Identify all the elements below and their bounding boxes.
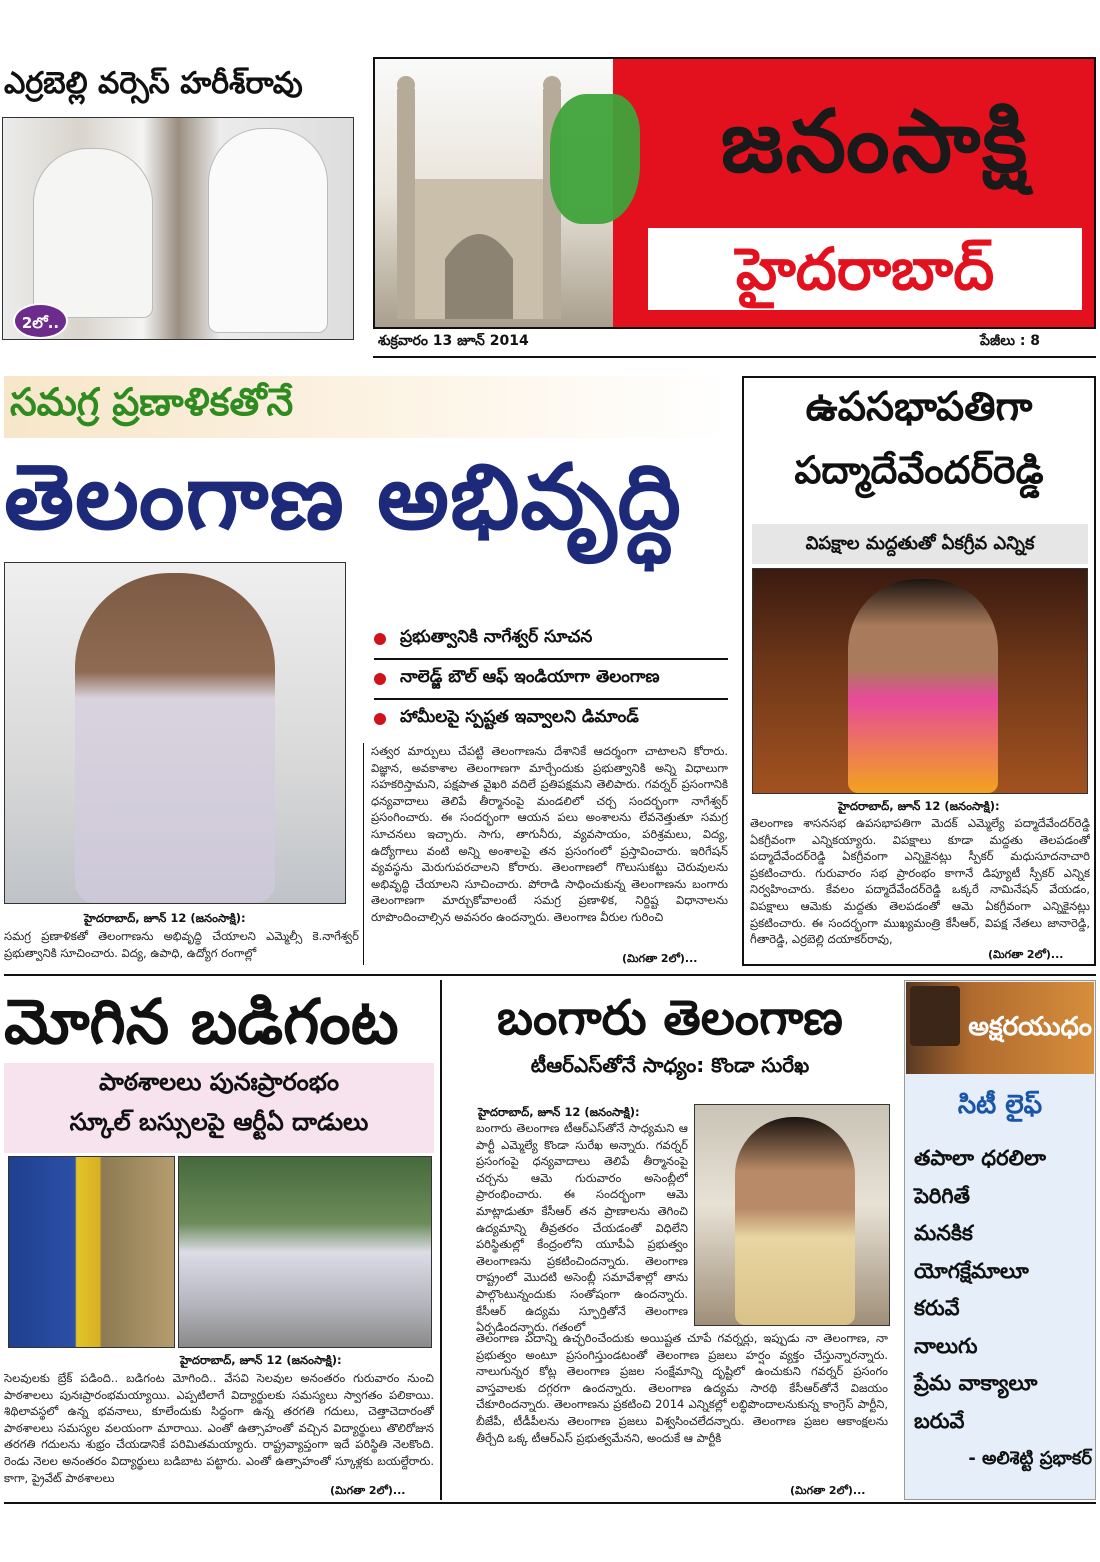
- lead-body-left: సమగ్ర ప్రణాళికతో తెలంగాణను అభివృద్ధి చేయాలని ఎమ్మెల్సీ కె.నాగేశ్వర్ ప్రభుత్వానికి సూచించారు. విద్య, ఉపాధి, ఉద్యోగ రంగాల్లో: [4, 929, 359, 960]
- schools-body: సెలవులకు బ్రేక్ పడింది.. బడిగంట మోగింది.. వేసవి సెలవుల అనంతరం గురువారం నుంచి పాఠశాలలు పునఃప్రారంభమయ్యాయి. ఎప్పటిలాగే విద్యార్థులకు సమస్యలు స్వాగతం పలికాయి. శిథిలావస్థలో ఉన్న భవనాలు, కూలేందుకు సిద్ధంగా ఉన్న తరగతి గదులు, చెత్తాచెదారంతో పాఠశాలలు సమస్యల వలయంగా మారాయి. ఎంతో ఉత్సాహంతో వచ్చిన విద్యార్థులు తొలిరోజున తరగతి గదులను శుభ్రం చేయడానికే పరిమితమయ్యారు. రాష్ట్రవ్యాప్తంగా ఇదే పరిస్థితి నెలకొంది. రెండు నెలల అనంతరం విద్యార్థులు బడిబాట పట్టారు. ఎంతో ఉత్సాహంతో స్కూళ్లకు బయల్దేరారు. కాగా, ప్రైవేట్ పాఠశాలలు: [4, 1371, 434, 1485]
- golden-subhead: టీఆర్ఎస్‌తోనే సాధ్యం: కొండా సురేఖ: [530, 1053, 810, 1077]
- schools-divider: [440, 980, 442, 1500]
- lead-dateline: హైదరాబాద్, జూన్ 12 (జనంసాక్షి):: [84, 911, 246, 925]
- teaser-person-left: [33, 148, 153, 318]
- poem-banner-title: అక్షరయుధం: [968, 1012, 1092, 1042]
- golden-body-full: తెలంగాణ పదాన్ని ఉచ్ఛరించేందుకు అయిష్టత చూపే గవర్నర్లు, ఇప్పుడు నా తెలంగాణ, నా ప్రభుత్వం అంటూ ప్రసంగిస్తుండటంతో తెలంగాణ ప్రజలు హర్షం వ్యక్తం చేస్తున్నారన్నారు. నాలుగున్నర కోట్ల తెలంగాణ ప్రజల సంక్షేమాన్ని దృష్టిలో ఉంచుకుని గవర్నర్ ప్రసంగం వాస్తవాలకు దగ్గరగా ఉందన్నారు. తెలంగాణ ఉద్యమ సారథి కేసీఆర్‌తోనే విజయం చేకూరిందన్నారు. తెలంగాణను ప్రకటించి 2014 ఎన్నికల్లో లబ్ధిపొందాలనుకున్న కాంగ్రెస్ పార్టీని, బీజేపీ, టీడీపీలను తెలంగాణ ప్రజలు విశ్వసించలేదన్నారు. తెలంగాణ ప్రజల ఆకాంక్షలను తీర్చేది ఒక్క టీఆర్ఎస్ ప్రభుత్వమేనని, అందుకే ఆ పార్టీకి: [476, 1331, 888, 1445]
- deputy-person: [848, 579, 998, 793]
- lead-column-rule: [363, 743, 364, 965]
- schools-headline: మోగిన బడిగంట: [4, 985, 399, 1058]
- golden-photo: [694, 1104, 890, 1326]
- deputy-headline-1: ఉపసభాపతిగా: [805, 384, 1033, 430]
- teaser-headline: ఎర్రబెల్లి వర్సెస్ హరీశ్‌రావు: [4, 66, 303, 101]
- masthead-title: జనంసాక్షి: [720, 92, 1030, 192]
- poem-line: యోగక్షేమాలూ: [914, 1258, 1029, 1283]
- school-bus-photo: [8, 1156, 175, 1348]
- poem-title: సిటీ లైఫ్: [957, 1090, 1043, 1120]
- poem-line: తపాలా ధరలిలా: [914, 1146, 1046, 1170]
- poem-lines: [914, 1140, 1094, 1440]
- poem-line: నాలుగు: [914, 1333, 978, 1358]
- issue-date: శుక్రవారం 13 జూన్ 2014: [378, 333, 529, 349]
- golden-body-left: బంగారు తెలంగాణ టీఆర్ఎస్‌తోనే సాధ్యమని ఆ పార్టీ ఎమ్మెల్యే కొండా సురేఖ అన్నారు. గవర్నర్ ప్రసంగంపై ధన్యవాదాలు తెలిపే తీర్మానంపై చర్చను ఆమె గురువారం అసెంబ్లీలో ప్రారంభించారు. ఈ సందర్భంగా ఆమె మాట్లాడుతూ కేసీఆర్ తన ప్రాణాలను తెగించి ఉద్యమాన్ని తీవ్రతరం చేయడంతో విధిలేని పరిస్థితుల్లో కేంద్రంలోని యూపీఏ ప్రభుత్వం తెలంగాణను ప్రకటించిందన్నారు. తెలంగాణ రాష్ట్రంలో మొదటి అసెంబ్లీ సమావేశాల్లో తాను పాల్గొంటున్నందుకు సంతోషంగా ఉందన్నారు. కేసీఆర్ ఉద్యమ స్ఫూర్తితోనే తెలంగాణ ఏర్పడిందన్నారు. గతంలో: [476, 1121, 688, 1335]
- bullet-dot: [374, 713, 386, 725]
- poem-author: - అలిశెట్టి ప్రభాకర్: [968, 1448, 1092, 1469]
- lead-bullet: [374, 700, 728, 738]
- poem-line: మనకిక: [914, 1221, 973, 1245]
- masthead-rule: [373, 356, 1096, 358]
- section-rule: [4, 974, 1096, 976]
- lead-more: (మిగతా 2లో)...: [622, 952, 698, 965]
- bottom-rule: [4, 1502, 1096, 1504]
- page-count: పేజీలు : 8: [980, 333, 1041, 349]
- masthead-edition-box: [645, 225, 1085, 313]
- lead-photo: [4, 562, 346, 904]
- telangana-map-icon: [550, 94, 640, 224]
- deputy-more: (మిగతా 2లో)...: [988, 948, 1064, 961]
- masthead: [373, 57, 1096, 329]
- golden-more: (మిగతా 2లో)...: [790, 1484, 866, 1497]
- schools-dateline: హైదరాబాద్, జూన్ 12 (జనంసాక్షి):: [180, 1353, 342, 1367]
- lead-bullet-text: హామీలపై స్పష్టత ఇవ్వాలని డిమాండ్: [400, 707, 639, 727]
- lead-bullets: [374, 620, 728, 738]
- lead-bullet-text: నాలెడ్జ్ బౌల్ ఆఫ్ ఇండియాగా తెలంగాణ: [400, 667, 660, 687]
- poem-line: ప్రేమ వాక్యాలూ: [914, 1371, 1038, 1395]
- teaser-badge: 2లో..: [13, 303, 68, 339]
- teaser-person-right: [208, 128, 328, 333]
- deputy-dateline: హైదరాబాద్, జూన్ 12 (జనంసాక్షి):: [838, 799, 1000, 813]
- poem-banner: [906, 982, 1094, 1074]
- deputy-headline-2: పద్మాదేవేందర్‌రెడ్డి: [794, 448, 1044, 492]
- lead-bullet: [374, 660, 728, 700]
- poem-line: పెరిగితే: [914, 1183, 970, 1208]
- charminar-image: [375, 59, 613, 327]
- lead-kicker: సమగ్ర ప్రణాళికతోనే: [10, 380, 294, 424]
- masthead-edition: హైదరాబాద్: [735, 235, 995, 303]
- golden-headline: బంగారు తెలంగాణ: [497, 990, 843, 1046]
- school-children-photo: [178, 1156, 432, 1348]
- schools-subhead-1: పాఠశాలలు పునఃప్రారంభం: [98, 1068, 340, 1096]
- poem-line: కరువే: [914, 1296, 960, 1320]
- lead-headline: తెలంగాణ అభివృద్ధి: [4, 445, 682, 550]
- deputy-subhead: విపక్షాల మద్దతుతో ఏకగ్రీవ ఎన్నిక: [752, 524, 1088, 564]
- bullet-dot: [374, 673, 386, 685]
- golden-person: [735, 1117, 855, 1325]
- deputy-photo: [752, 568, 1088, 794]
- golden-dateline: హైదరాబాద్, జూన్ 12 (జనంసాక్షి):: [478, 1105, 640, 1119]
- bullet-dot: [374, 633, 386, 645]
- deputy-body: తెలంగాణ శాసనసభ ఉపసభాపతిగా మెదక్ ఎమ్మెల్యే పద్మాదేవేందర్‌రెడ్డి ఏకగ్రీవంగా ఎన్నికయ్యారు. విపక్షాలు కూడా మద్దతు తెలపడంతో పద్మాదేవేందర్‌రెడ్డి ఏకగ్రీవంగా ఎన్నికైనట్లు స్పీకర్ మధుసూదనాచారి ప్రకటించారు. గురువారం సభ ప్రారంభం కాగానే డిప్యూటీ స్పీకర్ ఎన్నిక నిర్వహించారు. కేవలం పద్మాదేవేందర్‌రెడ్డి ఒక్కరే నామినేషన్ వేయడం, విపక్షాలు ఆమెకు మద్దతు తెలపడంతో ఆమె ఏకగ్రీవంగా ఎన్నికైనట్లు ప్రకటించారు. ఈ సందర్భంగా ముఖ్యమంత్రి కేసీఆర్, విపక్ష నేతలు జానారెడ్డి, గీతారెడ్డి, ఎర్రబెల్లి దయాకర్‌రావు,: [750, 816, 1090, 947]
- poem-line: బరువే: [914, 1408, 965, 1433]
- lead-body-col2: సత్వర మార్పులు చేపట్టి తెలంగాణను దేశానికే ఆదర్శంగా చాటాలని కోరారు. విజ్ఞాన, అవకాశాల తెలంగాణగా మార్చేందుకు ప్రభుత్వానికి అన్ని విధాలుగా సహకరిస్తామని, పక్షపాత వైఖరి వదిలే ప్రతిపక్షమని తెలిపారు. గవర్నర్ ప్రసంగానికి ధన్యవాదాలు తెలిపే తీర్మానంపై మండలిలో చర్చ సందర్భంగా నాగేశ్వర్ ప్రసంగించారు. ఈ సందర్భంగా ఆయన పలు అంశాలను లేవనెత్తుతూ సమగ్ర సూచనలు ఇచ్చారు. సాగు, తాగునీరు, వ్యవసాయం, పరిశ్రమలు, విద్య, ఉద్యోగాలు వంటి అన్ని అంశాలపై తన ప్రసంగంలో ప్రస్తావించారు. ఇరిగేషన్ వ్యవస్థను మెరుగుపరచాలని కోరారు. తెలంగాణలో గొలుసుకట్టు చెరువులను అభివృద్ధి చేయాలని సూచించారు. పోరాడి సాధించుకున్న తెలంగాణను బంగారు తెలంగాణగా మార్చుకోవాలంటే సమగ్ర ప్రణాళిక, నిర్దిష్ట విధానాలను రూపొందించాల్సిన అవసరం ఉందన్నారు. తెలంగాణ వీరుల గురించి: [371, 744, 728, 924]
- lead-body-right: [371, 743, 728, 951]
- teaser-photo: [2, 117, 354, 340]
- lead-bullet: [374, 620, 728, 660]
- lead-person: [75, 573, 275, 903]
- schools-more: (మిగతా 2లో)...: [330, 1484, 406, 1497]
- lead-bullet-text: ప్రభుత్వానికి నాగేశ్వర్ సూచన: [400, 627, 593, 647]
- schools-subhead-2: స్కూల్ బస్సులపై ఆర్టీఏ దాడులు: [69, 1108, 369, 1136]
